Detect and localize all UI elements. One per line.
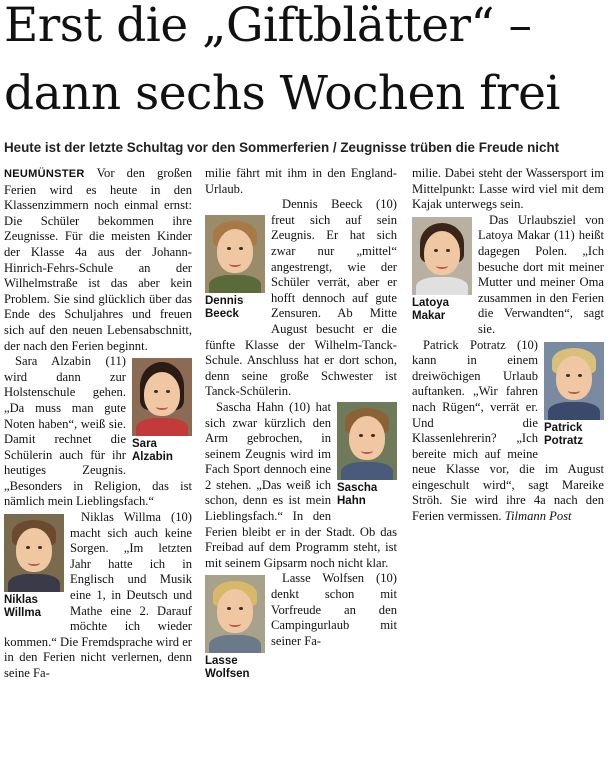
caption: Latoya Makar (412, 296, 450, 322)
article-column-3 (412, 166, 604, 758)
paragraph: Patrick Potratz (10) kann in einem dreiwöchigen Urlaub auftanken. „Wir fahren nach Rügen“, verrät er. Und die Klassenlehrerin? „Ich bereite mich auf meine neue Klasse vor, die im August eingeschult wird“, sagt Mareike Ströh. Sie wird ihre 4a nach den Ferien vermissen. Tilmann Post (412, 337, 604, 524)
article-column-2 (205, 166, 397, 758)
portrait-image (205, 215, 265, 293)
photo-sascha-hahn (337, 402, 397, 508)
caption: Lasse Wolfsen (205, 655, 250, 681)
subheadline: Heute ist der letzte Schultag vor den Sommerferien / Zeugnisse trüben die Freude nicht (4, 140, 560, 155)
caption: Patrick Potratz (544, 421, 583, 447)
portrait-image (132, 358, 192, 436)
photo-niklas-willma (4, 514, 64, 620)
author-byline: Tilmann Post (504, 509, 572, 524)
photo-patrick-potratz (544, 342, 604, 448)
paragraph: Lasse Wolfsen (10) denkt schon mit Vorfreude an den Campingurlaub mit seiner Fa- (271, 571, 397, 648)
portrait-image (337, 402, 397, 480)
paragraph: Niklas Willma (10) macht sich auch keine Sorgen. „Im letzten Jahr hatte ich in Englisch und Musik eine 1, in Deutsch und Mathe eine 2. Darauf möchte ich wieder kommen.“ Die Fremdsprache wird er in den Ferien nicht verlernen, denn seine Fa- (4, 510, 192, 680)
headline-line-1: Erst die „Giftblätter“ – (4, 0, 532, 53)
portrait-image (544, 342, 604, 420)
paragraph: Dennis Beeck (10) freut sich auf sein Zeugnis. Er hat sich zwar nur „mittel“ angestrengt, wie der Schüler verrät, aber er hofft dennoch auf gute Zensuren. Ab Mitte August besucht er die fünfte Klasse der Wilhelm-Tanck-Schule. Anschluss hat er dort schon, denn seine große Schwester ist Tanck-Schülerin. (205, 197, 397, 399)
caption: Sascha Hahn (337, 481, 378, 507)
photo-dennis-beeck (205, 215, 265, 321)
caption: Sara Alzabin (132, 438, 173, 464)
photo-lasse-wolfsen (205, 575, 265, 681)
photo-latoya-makar (412, 217, 472, 323)
paragraph: milie. Dabei steht der Wassersport im Mittelpunkt: Lasse wird viel mit dem Kajak unterwegs sein. (412, 166, 604, 212)
photo-sara-alzabin (132, 358, 192, 464)
headline-line-2: dann sechs Wochen frei (4, 66, 560, 121)
caption: Dennis Beeck (205, 295, 244, 321)
paragraph: Das Urlaubsziel von Latoya Makar (11) heißt dagegen Polen. „Ich besuche dort mit meiner Mutter und meiner Oma zusammen in den Ferien die Verwandten“, sagt sie. (478, 212, 604, 336)
paragraph: NEUMÜNSTER Vor den großen Ferien wird es heute in den Klassenzimmern noch einmal ernst: Die Schüler bekommen ihre Zeugnisse. Für die meisten Kinder der Klasse 4a aus der Johann-Hinrich-Fehrs-Schule an der Wilhelmstraße ist das aber kein Problem. Sie sind glücklich über das Ende des Schuljahres und freuen sich auf den neuen Lebensabschnitt, der nach den Ferien beginnt. (4, 166, 192, 353)
paragraph: Sara Alzabin (11) wird dann zur Holstenschule gehen. „Da muss man gute Noten haben“, weiß sie. Damit rechnet die Schülerin auch für ihr heutiges Zeugnis. „Besonders in Religion, das ist nämlich mein Lieblingsfach.“ (4, 354, 192, 509)
portrait-image (412, 217, 472, 295)
caption: Niklas Willma (4, 594, 41, 620)
article-column-1 (4, 166, 192, 758)
portrait-image (205, 575, 265, 653)
paragraph: Sascha Hahn (10) hat sich zwar kürzlich den Arm gebrochen, in seinem Zeugnis wird im Fach Sport dennoch eine 2 stehen. „Das weiß ich schon, denn es ist mein Lieblingsfach.“ In den Ferien bleibt er in der Stadt. Ob das Freibad auf dem Programm steht, ist mit seinem Gipsarm noch nicht klar. (205, 399, 397, 570)
paragraph: milie fährt mit ihm in den England-Urlaub. (205, 166, 397, 196)
dateline: NEUMÜNSTER (4, 168, 85, 180)
portrait-image (4, 514, 64, 592)
